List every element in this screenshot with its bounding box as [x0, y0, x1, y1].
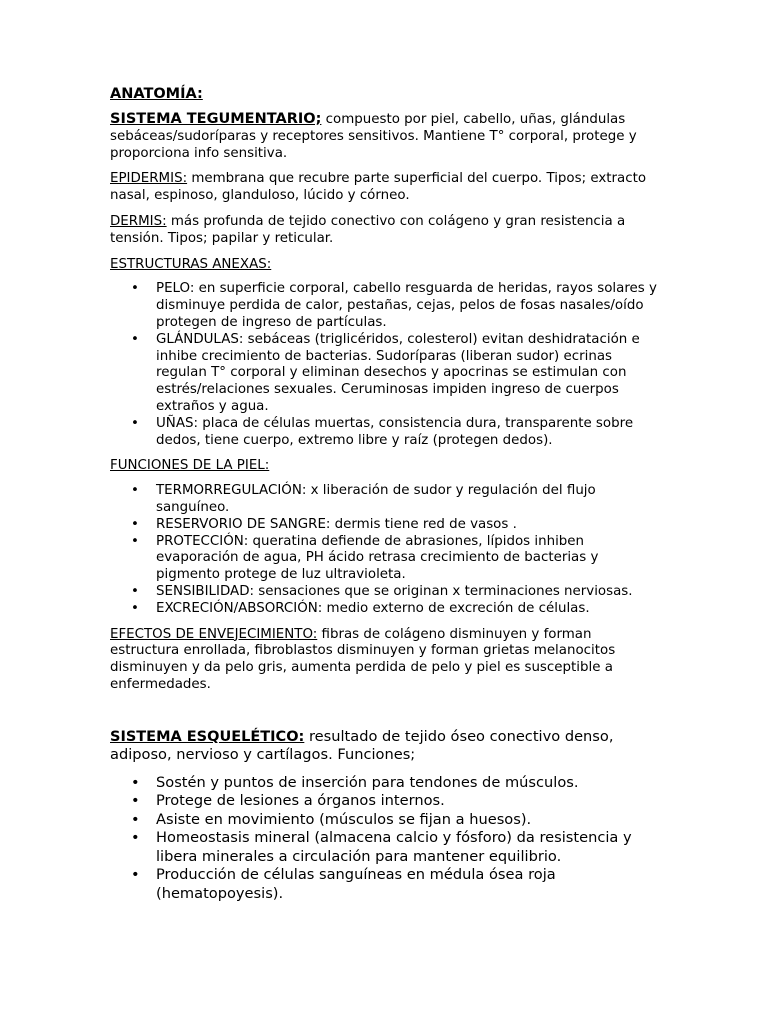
epidermis-text: membrana que recubre parte superficial del cuerpo. Tipos; extracto nasal, espinoso, glanduloso, lúcido y córneo.: [110, 171, 647, 204]
bullet-icon: •: [131, 829, 140, 847]
list-item: [110, 584, 662, 601]
bullet-icon: •: [131, 533, 139, 549]
bullet-icon: •: [131, 600, 139, 616]
list-item: [110, 601, 662, 618]
list-item: [110, 416, 662, 450]
dermis-paragraph: [110, 214, 662, 248]
list-item-text: RESERVORIO DE SANGRE: dermis tiene red de vasos .: [156, 516, 517, 532]
aging-label: EFECTOS DE ENVEJECIMIENTO:: [110, 626, 318, 642]
skeletal-functions-list: [110, 774, 662, 904]
list-item: [110, 866, 662, 903]
list-item-text: GLÁNDULAS: sebáceas (triglicéridos, colesterol) evitan deshidratación e inhibe crecimiento de bacterias. Sudoríparas (liberan sudor) ecrinas regulan T° corporal y eliminan desechos y apocrinas se estimulan con estrés/relaciones sexuales. Ceruminosas impiden ingreso de cuerpos extraños y agua.: [156, 331, 640, 414]
list-item-text: SENSIBILIDAD: sensaciones que se originan x terminaciones nerviosas.: [156, 583, 633, 599]
bullet-icon: •: [131, 583, 139, 599]
skin-functions-label: FUNCIONES DE LA PIEL:: [110, 458, 270, 474]
list-item: [110, 829, 662, 866]
dermis-text: más profunda de tejido conectivo con colágeno y gran resistencia a tensión. Tipos; papilar y reticular.: [110, 213, 626, 246]
skeletal-intro: [110, 728, 662, 765]
document-title: ANATOMÍA:: [110, 86, 203, 102]
annex-structures-label: ESTRUCTURAS ANEXAS:: [110, 256, 272, 272]
list-item: [110, 811, 662, 830]
bullet-icon: •: [131, 810, 140, 828]
list-item-text: PROTECCIÓN: queratina defiende de abrasiones, lípidos inhiben evaporación de agua, PH ácido retrasa crecimiento de bacterias y pigmento protege de luz ultravioleta.: [156, 533, 599, 583]
annex-structures-list: [110, 281, 662, 449]
bullet-icon: •: [131, 516, 139, 532]
list-item: [110, 281, 662, 331]
list-item-text: Sostén y puntos de inserción para tendones de músculos.: [156, 773, 579, 791]
section-spacer: [110, 703, 662, 728]
list-item-text: EXCRECIÓN/ABSORCIÓN: medio externo de excreción de células.: [156, 600, 590, 616]
list-item-text: Protege de lesiones a órganos internos.: [156, 792, 445, 810]
integumentary-heading: SISTEMA TEGUMENTARIO;: [110, 111, 322, 127]
bullet-icon: •: [131, 415, 139, 431]
document-body: [110, 86, 662, 912]
list-item-text: Producción de células sanguíneas en médula ósea roja (hematopoyesis).: [156, 866, 556, 902]
list-item: [110, 792, 662, 811]
skin-functions-list: [110, 483, 662, 617]
epidermis-paragraph: [110, 171, 662, 205]
list-item: [110, 332, 662, 416]
list-item-text: Homeostasis mineral (almacena calcio y fósforo) da resistencia y libera minerales a circulación para mantener equilibrio.: [156, 829, 632, 865]
bullet-icon: •: [131, 331, 139, 347]
list-item: [110, 483, 662, 517]
aging-text: fibras de colágeno disminuyen y forman estructura enrollada, fibroblastos disminuyen y forman grietas melanocitos disminuyen y da pelo gris, aumenta perdida de pelo y piel es susceptible a enfermedades.: [110, 626, 616, 692]
epidermis-label: EPIDERMIS:: [110, 171, 188, 187]
skeletal-heading: SISTEMA ESQUELÉTICO:: [110, 728, 305, 745]
list-item-text: PELO: en superficie corporal, cabello resguarda de heridas, rayos solares y disminuye perdida de calor, pestañas, cejas, pelos de fosas nasales/oído protegen de ingreso de partículas.: [156, 281, 657, 330]
list-item: [110, 534, 662, 584]
integumentary-intro: [110, 111, 662, 162]
list-item-text: TERMORREGULACIÓN: x liberación de sudor y regulación del flujo sanguíneo.: [156, 483, 596, 515]
list-item: [110, 517, 662, 534]
dermis-label: DERMIS:: [110, 213, 167, 229]
list-item-text: Asiste en movimiento (músculos se fijan a huesos).: [156, 810, 532, 828]
bullet-icon: •: [131, 792, 140, 810]
list-item: [110, 774, 662, 793]
list-item-text: UÑAS: placa de células muertas, consistencia dura, transparente sobre dedos, tiene cuerpo, extremo libre y raíz (protegen dedos).: [156, 415, 634, 448]
bullet-icon: •: [131, 281, 139, 297]
skeletal-description: resultado de tejido óseo conectivo denso, adiposo, nervioso y cartílagos. Funciones;: [110, 727, 614, 764]
integumentary-description: compuesto por piel, cabello, uñas, glándulas sebáceas/sudoríparas y receptores sensitivos. Mantiene T° corporal, protege y proporciona info sensitiva.: [110, 112, 637, 161]
bullet-icon: •: [131, 866, 140, 884]
aging-paragraph: [110, 627, 662, 694]
bullet-icon: •: [131, 483, 139, 499]
bullet-icon: •: [131, 773, 140, 791]
